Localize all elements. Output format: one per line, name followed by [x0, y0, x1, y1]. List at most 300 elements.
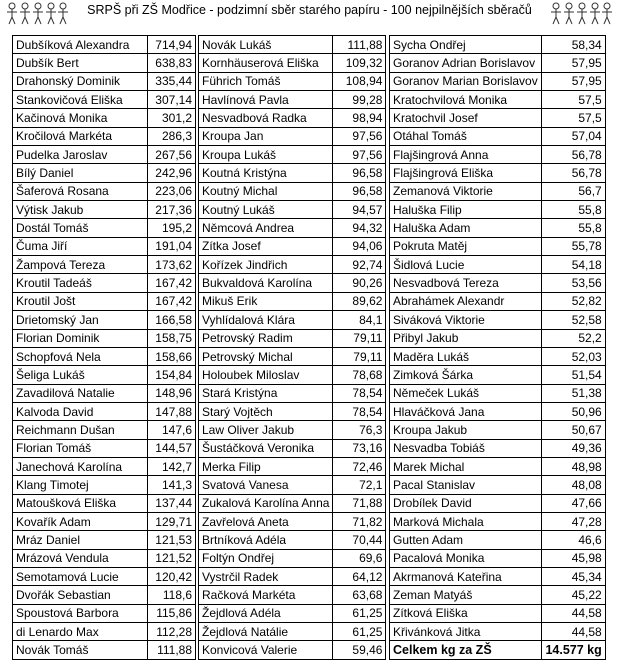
collector-kg: 76,3: [333, 421, 386, 439]
collector-name: Nesvadbová Radka: [199, 109, 333, 127]
collector-kg: 44,58: [541, 604, 605, 622]
collector-name: Němeček Lukáš: [390, 384, 542, 402]
total-label: Celkem kg za ZŠ: [390, 641, 542, 659]
collector-name: Konvicová Valerie: [199, 641, 333, 659]
table-row: [199, 237, 386, 255]
table-row: [390, 567, 606, 585]
collector-name: Nesvadbová Tereza: [390, 274, 542, 292]
table-row: [390, 72, 606, 90]
table-row: [199, 402, 386, 420]
collector-kg: 61,25: [333, 623, 386, 641]
collector-kg: 121,53: [148, 531, 196, 549]
table-row: [199, 512, 386, 530]
table-row: [199, 604, 386, 622]
collector-name: Nesvadba Tobiáš: [390, 439, 542, 457]
collector-name: Flajšingrová Anna: [390, 146, 542, 164]
collector-kg: 158,66: [148, 347, 196, 365]
table-row: [13, 476, 196, 494]
table-row: [13, 512, 196, 530]
page-header: [0, 0, 619, 34]
collector-name: Vyhlídalová Klára: [199, 311, 333, 329]
table-row: [390, 91, 606, 109]
table-row: [390, 586, 606, 604]
table-row: [199, 347, 386, 365]
collector-kg: 121,52: [148, 549, 196, 567]
collector-name: Kratochvil Josef: [390, 109, 542, 127]
collector-name: Haluška Filip: [390, 201, 542, 219]
collector-name: Kročilová Markéta: [13, 127, 148, 145]
page-title: SRPŠ při ZŠ Modřice - podzimní sběr starého papíru - 100 nejpilnějších sběračů: [87, 3, 532, 17]
collector-name: Sycha Ondřej: [390, 36, 542, 54]
collector-kg: 141,3: [148, 476, 196, 494]
collector-name: Přibyl Jakub: [390, 329, 542, 347]
collector-kg: 45,22: [541, 586, 605, 604]
collector-kg: 118,6: [148, 586, 196, 604]
table-row: [13, 531, 196, 549]
table-row: [390, 623, 606, 641]
collector-kg: 147,6: [148, 421, 196, 439]
collector-kg: 57,95: [541, 54, 605, 72]
table-row: [199, 421, 386, 439]
collector-name: Kroupa Jakub: [390, 421, 542, 439]
collector-name: Zavřelová Aneta: [199, 512, 333, 530]
total-value: 14.577 kg: [541, 641, 605, 659]
collector-name: Kroupa Jan: [199, 127, 333, 145]
collector-kg: 267,56: [148, 146, 196, 164]
collector-kg: 71,82: [333, 512, 386, 530]
table-row: [13, 384, 196, 402]
collector-name: Zemanová Viktorie: [390, 182, 542, 200]
collector-kg: 112,28: [148, 623, 196, 641]
table-row: [199, 384, 386, 402]
collector-kg: 73,16: [333, 439, 386, 457]
collector-kg: 286,3: [148, 127, 196, 145]
table-row: [199, 164, 386, 182]
table-row: [199, 329, 386, 347]
collector-name: Koutná Kristýna: [199, 164, 333, 182]
collectors-table-1: [12, 35, 196, 660]
collector-kg: 96,58: [333, 182, 386, 200]
collector-name: Kalvoda David: [13, 402, 148, 420]
collector-kg: 71,88: [333, 494, 386, 512]
collector-kg: 137,44: [148, 494, 196, 512]
collector-kg: 51,54: [541, 366, 605, 384]
table-row: [13, 201, 196, 219]
collector-name: Siváková Viktorie: [390, 311, 542, 329]
collector-name: Schopfová Nela: [13, 347, 148, 365]
table-row: [199, 127, 386, 145]
collector-kg: 54,18: [541, 256, 605, 274]
table-row: [390, 512, 606, 530]
collector-name: Kovařík Adam: [13, 512, 148, 530]
collector-kg: 714,94: [148, 36, 196, 54]
table-row: [199, 219, 386, 237]
table-row: [13, 347, 196, 365]
table-row: [13, 641, 196, 659]
collector-kg: 144,57: [148, 439, 196, 457]
collector-name: Dvořák Sebastian: [13, 586, 148, 604]
collector-name: Zeman Matyáš: [390, 586, 542, 604]
collector-kg: 94,32: [333, 219, 386, 237]
collector-name: Čuma Jiří: [13, 237, 148, 255]
table-row: [13, 421, 196, 439]
collector-kg: 78,54: [333, 402, 386, 420]
collector-name: Marek Michal: [390, 457, 542, 475]
table-row: [199, 201, 386, 219]
collector-kg: 46,6: [541, 531, 605, 549]
collector-kg: 57,04: [541, 127, 605, 145]
collector-name: Kornhäuserová Eliška: [199, 54, 333, 72]
collector-kg: 89,62: [333, 292, 386, 310]
collector-kg: 52,2: [541, 329, 605, 347]
collector-kg: 158,75: [148, 329, 196, 347]
collector-kg: 94,57: [333, 201, 386, 219]
collector-kg: 148,96: [148, 384, 196, 402]
table-row: [13, 182, 196, 200]
collector-kg: 70,44: [333, 531, 386, 549]
table-row: [390, 219, 606, 237]
table-row: [13, 586, 196, 604]
collector-name: Kroutil Tadeáš: [13, 274, 148, 292]
collector-kg: 52,82: [541, 292, 605, 310]
table-row: [390, 146, 606, 164]
collector-kg: 50,67: [541, 421, 605, 439]
table-row: [13, 127, 196, 145]
table-row: [390, 457, 606, 475]
table-row: [13, 439, 196, 457]
children-clipart-icon: [549, 1, 613, 27]
table-row: [13, 109, 196, 127]
collector-name: Výtisk Jakub: [13, 201, 148, 219]
table-row: [199, 494, 386, 512]
collector-kg: 61,25: [333, 604, 386, 622]
collector-name: Maděra Lukáš: [390, 347, 542, 365]
collector-name: Kroupa Lukáš: [199, 146, 333, 164]
table-row: [199, 476, 386, 494]
collector-kg: 154,84: [148, 366, 196, 384]
collector-kg: 57,5: [541, 109, 605, 127]
collector-kg: 108,94: [333, 72, 386, 90]
table-row: [13, 366, 196, 384]
table-row: [13, 494, 196, 512]
table-row: [390, 604, 606, 622]
collector-name: Drahonský Dominik: [13, 72, 148, 90]
table-row: [199, 586, 386, 604]
collector-name: Mikuš Erik: [199, 292, 333, 310]
table-row: [199, 549, 386, 567]
collector-name: Führich Tomáš: [199, 72, 333, 90]
collector-name: Koutný Lukáš: [199, 201, 333, 219]
collector-kg: 72,1: [333, 476, 386, 494]
total-row: [390, 641, 606, 659]
collector-kg: 51,38: [541, 384, 605, 402]
collector-name: Zítka Josef: [199, 237, 333, 255]
table-row: [390, 476, 606, 494]
collector-kg: 147,88: [148, 402, 196, 420]
collector-name: Žejdlová Adéla: [199, 604, 333, 622]
table-row: [13, 72, 196, 90]
collector-name: Novák Lukáš: [199, 36, 333, 54]
collector-kg: 55,8: [541, 219, 605, 237]
collector-name: Petrovský Radim: [199, 329, 333, 347]
collector-kg: 96,58: [333, 164, 386, 182]
table-row: [13, 329, 196, 347]
collector-name: Brtníková Adéla: [199, 531, 333, 549]
table-row: [199, 292, 386, 310]
collector-kg: 50,96: [541, 402, 605, 420]
collector-name: Foltýn Ondřej: [199, 549, 333, 567]
collector-name: Florian Dominik: [13, 329, 148, 347]
table-row: [390, 164, 606, 182]
collector-kg: 97,56: [333, 127, 386, 145]
collector-kg: 57,5: [541, 91, 605, 109]
collector-kg: 84,1: [333, 311, 386, 329]
collector-kg: 69,6: [333, 549, 386, 567]
collector-kg: 56,78: [541, 164, 605, 182]
table-row: [390, 274, 606, 292]
collector-name: Merka Filip: [199, 457, 333, 475]
collector-kg: 45,34: [541, 567, 605, 585]
collector-name: Kroutil Jošt: [13, 292, 148, 310]
collector-name: Drietomský Jan: [13, 311, 148, 329]
collector-kg: 99,28: [333, 91, 386, 109]
collector-kg: 166,58: [148, 311, 196, 329]
collector-name: Abrahámek Alexandr: [390, 292, 542, 310]
collector-name: Kořízek Jindřich: [199, 256, 333, 274]
table-row: [390, 237, 606, 255]
collector-kg: 191,04: [148, 237, 196, 255]
collector-name: Zukalová Karolína Anna: [199, 494, 333, 512]
collector-name: Mráz Daniel: [13, 531, 148, 549]
collector-kg: 195,2: [148, 219, 196, 237]
table-row: [199, 623, 386, 641]
collector-kg: 45,98: [541, 549, 605, 567]
table-row: [13, 402, 196, 420]
collector-kg: 217,36: [148, 201, 196, 219]
collector-kg: 97,56: [333, 146, 386, 164]
collector-name: Bukvaldová Karolína: [199, 274, 333, 292]
collector-kg: 47,66: [541, 494, 605, 512]
table-row: [390, 531, 606, 549]
table-row: [390, 256, 606, 274]
collector-name: Janechová Karolína: [13, 457, 148, 475]
table-row: [199, 182, 386, 200]
collector-name: Novák Tomáš: [13, 641, 148, 659]
collector-kg: 44,58: [541, 623, 605, 641]
collector-name: Otáhal Tomáš: [390, 127, 542, 145]
table-row: [199, 531, 386, 549]
collector-name: Dubšíková Alexandra: [13, 36, 148, 54]
collector-kg: 78,54: [333, 384, 386, 402]
table-row: [199, 641, 386, 659]
collector-kg: 64,12: [333, 567, 386, 585]
collector-name: Němcová Andrea: [199, 219, 333, 237]
collector-name: Haluška Adam: [390, 219, 542, 237]
collector-kg: 167,42: [148, 292, 196, 310]
table-row: [199, 439, 386, 457]
table-row: [199, 274, 386, 292]
table-row: [199, 311, 386, 329]
collector-name: Křivánková Jitka: [390, 623, 542, 641]
table-row: [13, 292, 196, 310]
collector-name: Zítková Eliška: [390, 604, 542, 622]
collector-name: Šaferová Rosana: [13, 182, 148, 200]
collector-kg: 94,06: [333, 237, 386, 255]
table-row: [390, 347, 606, 365]
table-row: [390, 36, 606, 54]
table-row: [390, 421, 606, 439]
collector-kg: 56,7: [541, 182, 605, 200]
collector-name: Akrmanová Kateřina: [390, 567, 542, 585]
table-row: [390, 402, 606, 420]
collector-kg: 115,86: [148, 604, 196, 622]
collector-name: di Lenardo Max: [13, 623, 148, 641]
collector-name: Dubšík Bert: [13, 54, 148, 72]
collector-kg: 57,95: [541, 72, 605, 90]
collector-kg: 142,7: [148, 457, 196, 475]
collector-name: Pacalová Monika: [390, 549, 542, 567]
table-row: [390, 549, 606, 567]
table-row: [13, 457, 196, 475]
collector-name: Žampová Tereza: [13, 256, 148, 274]
collector-kg: 79,11: [333, 347, 386, 365]
collector-kg: 55,78: [541, 237, 605, 255]
collector-name: Law Oliver Jakub: [199, 421, 333, 439]
collector-kg: 90,26: [333, 274, 386, 292]
collector-kg: 49,36: [541, 439, 605, 457]
table-row: [13, 567, 196, 585]
table-row: [390, 329, 606, 347]
collector-name: Reichmann Dušan: [13, 421, 148, 439]
collector-kg: 53,56: [541, 274, 605, 292]
table-row: [199, 146, 386, 164]
collector-kg: 167,42: [148, 274, 196, 292]
collector-name: Matoušková Eliška: [13, 494, 148, 512]
collector-name: Klang Timotej: [13, 476, 148, 494]
collector-name: Zimková Šárka: [390, 366, 542, 384]
table-row: [199, 567, 386, 585]
collector-name: Gutten Adam: [390, 531, 542, 549]
collector-name: Kačinová Monika: [13, 109, 148, 127]
collector-name: Šeliga Lukáš: [13, 366, 148, 384]
collector-kg: 242,96: [148, 164, 196, 182]
table-row: [13, 274, 196, 292]
table-row: [390, 127, 606, 145]
collector-name: Zavadilová Natalie: [13, 384, 148, 402]
collector-kg: 638,83: [148, 54, 196, 72]
collector-kg: 129,71: [148, 512, 196, 530]
collector-name: Mrázová Vendula: [13, 549, 148, 567]
collectors-table-3: [389, 35, 606, 660]
table-row: [199, 54, 386, 72]
table-row: [199, 366, 386, 384]
table-row: [13, 256, 196, 274]
collector-name: Goranov Adrian Borislavov: [390, 54, 542, 72]
collector-name: Žejdlová Natálie: [199, 623, 333, 641]
collector-name: Šidlová Lucie: [390, 256, 542, 274]
collector-name: Marková Michala: [390, 512, 542, 530]
table-row: [390, 494, 606, 512]
collector-kg: 48,98: [541, 457, 605, 475]
collector-kg: 78,68: [333, 366, 386, 384]
collector-kg: 79,11: [333, 329, 386, 347]
collector-name: Račková Markéta: [199, 586, 333, 604]
collectors-table-2: [198, 35, 386, 660]
collector-name: Pokruta Matěj: [390, 237, 542, 255]
table-row: [199, 256, 386, 274]
collector-name: Vystrčil Radek: [199, 567, 333, 585]
table-row: [13, 604, 196, 622]
collector-kg: 98,94: [333, 109, 386, 127]
collector-kg: 47,28: [541, 512, 605, 530]
table-row: [13, 549, 196, 567]
table-row: [390, 366, 606, 384]
table-row: [390, 182, 606, 200]
table-row: [199, 72, 386, 90]
table-row: [13, 237, 196, 255]
collector-name: Havlínová Pavla: [199, 91, 333, 109]
collector-name: Pudelka Jaroslav: [13, 146, 148, 164]
collector-kg: 92,74: [333, 256, 386, 274]
table-row: [199, 109, 386, 127]
collector-kg: 56,78: [541, 146, 605, 164]
collector-name: Petrovský Michal: [199, 347, 333, 365]
table-row: [13, 219, 196, 237]
collector-name: Flajšingrová Eliška: [390, 164, 542, 182]
table-row: [13, 91, 196, 109]
collector-kg: 173,62: [148, 256, 196, 274]
collector-name: Kratochvilová Monika: [390, 91, 542, 109]
table-row: [390, 109, 606, 127]
collector-name: Koutný Michal: [199, 182, 333, 200]
collector-name: Goranov Marian Borislavov: [390, 72, 542, 90]
collector-kg: 59,46: [333, 641, 386, 659]
collector-name: Holoubek Miloslav: [199, 366, 333, 384]
collector-kg: 307,14: [148, 91, 196, 109]
collector-name: Stankovičová Eliška: [13, 91, 148, 109]
collector-kg: 335,44: [148, 72, 196, 90]
table-row: [13, 623, 196, 641]
table-row: [390, 311, 606, 329]
collector-name: Hlaváčková Jana: [390, 402, 542, 420]
collector-kg: 48,08: [541, 476, 605, 494]
collector-name: Pacal Stanislav: [390, 476, 542, 494]
collector-kg: 72,46: [333, 457, 386, 475]
collector-name: Semotamová Lucie: [13, 567, 148, 585]
collector-kg: 111,88: [333, 36, 386, 54]
table-row: [13, 36, 196, 54]
collector-name: Drobílek David: [390, 494, 542, 512]
collector-name: Dostál Tomáš: [13, 219, 148, 237]
collector-name: Svatová Vanesa: [199, 476, 333, 494]
collector-name: Florian Tomáš: [13, 439, 148, 457]
collector-name: Starý Vojtěch: [199, 402, 333, 420]
collector-name: Stará Kristýna: [199, 384, 333, 402]
collector-name: Šustáčková Veronika: [199, 439, 333, 457]
table-row: [13, 164, 196, 182]
collector-kg: 109,32: [333, 54, 386, 72]
table-row: [13, 146, 196, 164]
table-row: [390, 292, 606, 310]
collector-name: Spoustová Barbora: [13, 604, 148, 622]
table-row: [199, 457, 386, 475]
collector-kg: 55,8: [541, 201, 605, 219]
table-row: [390, 384, 606, 402]
table-row: [390, 439, 606, 457]
collector-kg: 301,2: [148, 109, 196, 127]
table-row: [13, 54, 196, 72]
collector-kg: 52,03: [541, 347, 605, 365]
